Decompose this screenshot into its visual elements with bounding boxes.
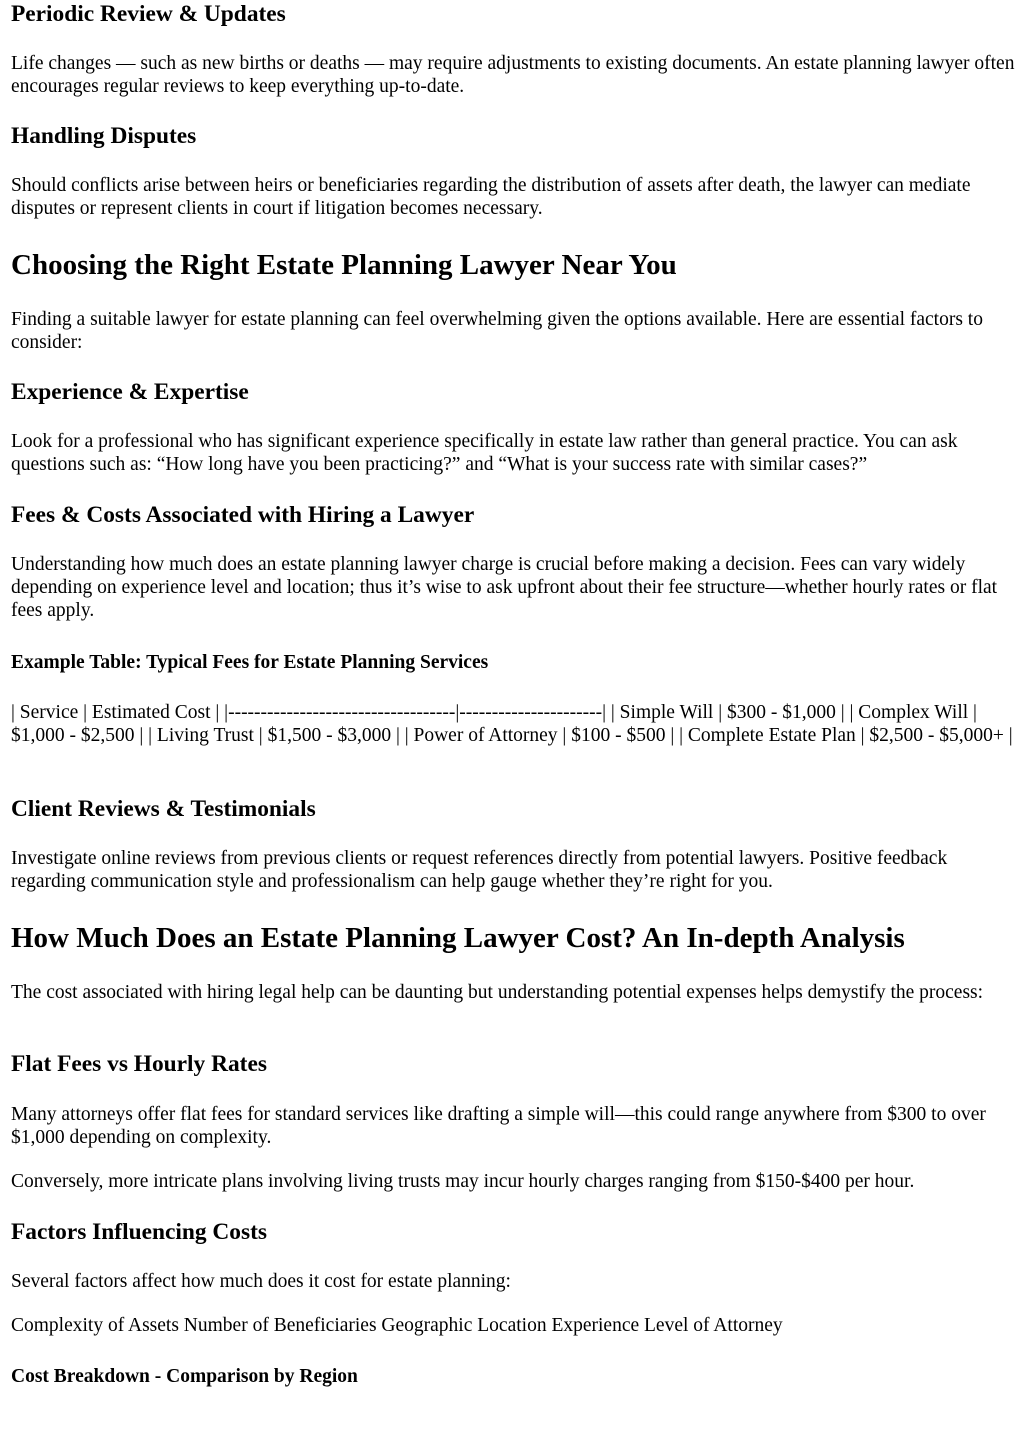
factors-intro-paragraph: Several factors affect how much does it cost for estate planning:	[11, 1271, 511, 1292]
experience-paragraph: Look for a professional who has significant experience specifically in estate law rather than general practice. You can ask questions such as: “How long have you been practicing?” and “What is your success rate with similar cases?”	[11, 431, 958, 476]
cost-analysis-heading: How Much Does an Estate Planning Lawyer Cost? An In-depth Analysis	[11, 922, 905, 954]
fee-table-heading: Example Table: Typical Fees for Estate Planning Services	[11, 652, 489, 673]
choosing-lawyer-heading: Choosing the Right Estate Planning Lawyer Near You	[11, 249, 677, 281]
choosing-lawyer-paragraph: Finding a suitable lawyer for estate planning can feel overwhelming given the options available. Here are essential factors to consider:	[11, 309, 983, 354]
factors-heading: Factors Influencing Costs	[11, 1219, 267, 1245]
fees-heading: Fees & Costs Associated with Hiring a Lawyer	[11, 502, 475, 528]
flat-fees-paragraph: Many attorneys offer flat fees for standard services like drafting a simple will—this could range anywhere from $300 to over $1,000 depending on complexity.	[11, 1104, 986, 1149]
client-reviews-paragraph: Investigate online reviews from previous clients or request references directly from potential lawyers. Positive feedback regarding communication style and professionalism can help gauge whether they’re right for you.	[11, 848, 948, 893]
periodic-review-heading: Periodic Review & Updates	[11, 1, 286, 27]
client-reviews-heading: Client Reviews & Testimonials	[11, 796, 316, 822]
hourly-rates-paragraph: Conversely, more intricate plans involving living trusts may incur hourly charges ranging from $150-$400 per hour.	[11, 1171, 915, 1192]
flat-fees-heading: Flat Fees vs Hourly Rates	[11, 1051, 267, 1077]
factors-list: Complexity of Assets Number of Beneficiaries Geographic Location Experience Level of Attorney	[11, 1315, 783, 1336]
cost-breakdown-heading: Cost Breakdown - Comparison by Region	[11, 1366, 358, 1387]
handling-disputes-paragraph: Should conflicts arise between heirs or beneficiaries regarding the distribution of assets after death, the lawyer can mediate disputes or represent clients in court if litigation becomes necessary.	[11, 175, 971, 220]
fee-table-text: | Service | Estimated Cost | |-----------------------------------|----------------------| | Simple Will | $300 - $1,000 | | Complex Will | $1,000 - $2,500 | | Living Trust | $1,500 - $3,000 | | Power of Attorney | $100 - $500 | | Complete Estate Plan | $2,500 - $5,000+ |	[11, 702, 1013, 747]
fees-paragraph: Understanding how much does an estate planning lawyer charge is crucial before making a decision. Fees can vary widely depending on experience level and location; thus it’s wise to ask upfront about their fee structure—whether hourly rates or flat fees apply.	[11, 554, 998, 622]
periodic-review-paragraph: Life changes — such as new births or deaths — may require adjustments to existing documents. An estate planning lawyer often encourages regular reviews to keep everything up-to-date.	[11, 53, 1015, 98]
cost-analysis-paragraph: The cost associated with hiring legal help can be daunting but understanding potential expenses helps demystify the process:	[11, 982, 984, 1003]
handling-disputes-heading: Handling Disputes	[11, 123, 197, 149]
experience-heading: Experience & Expertise	[11, 379, 249, 405]
